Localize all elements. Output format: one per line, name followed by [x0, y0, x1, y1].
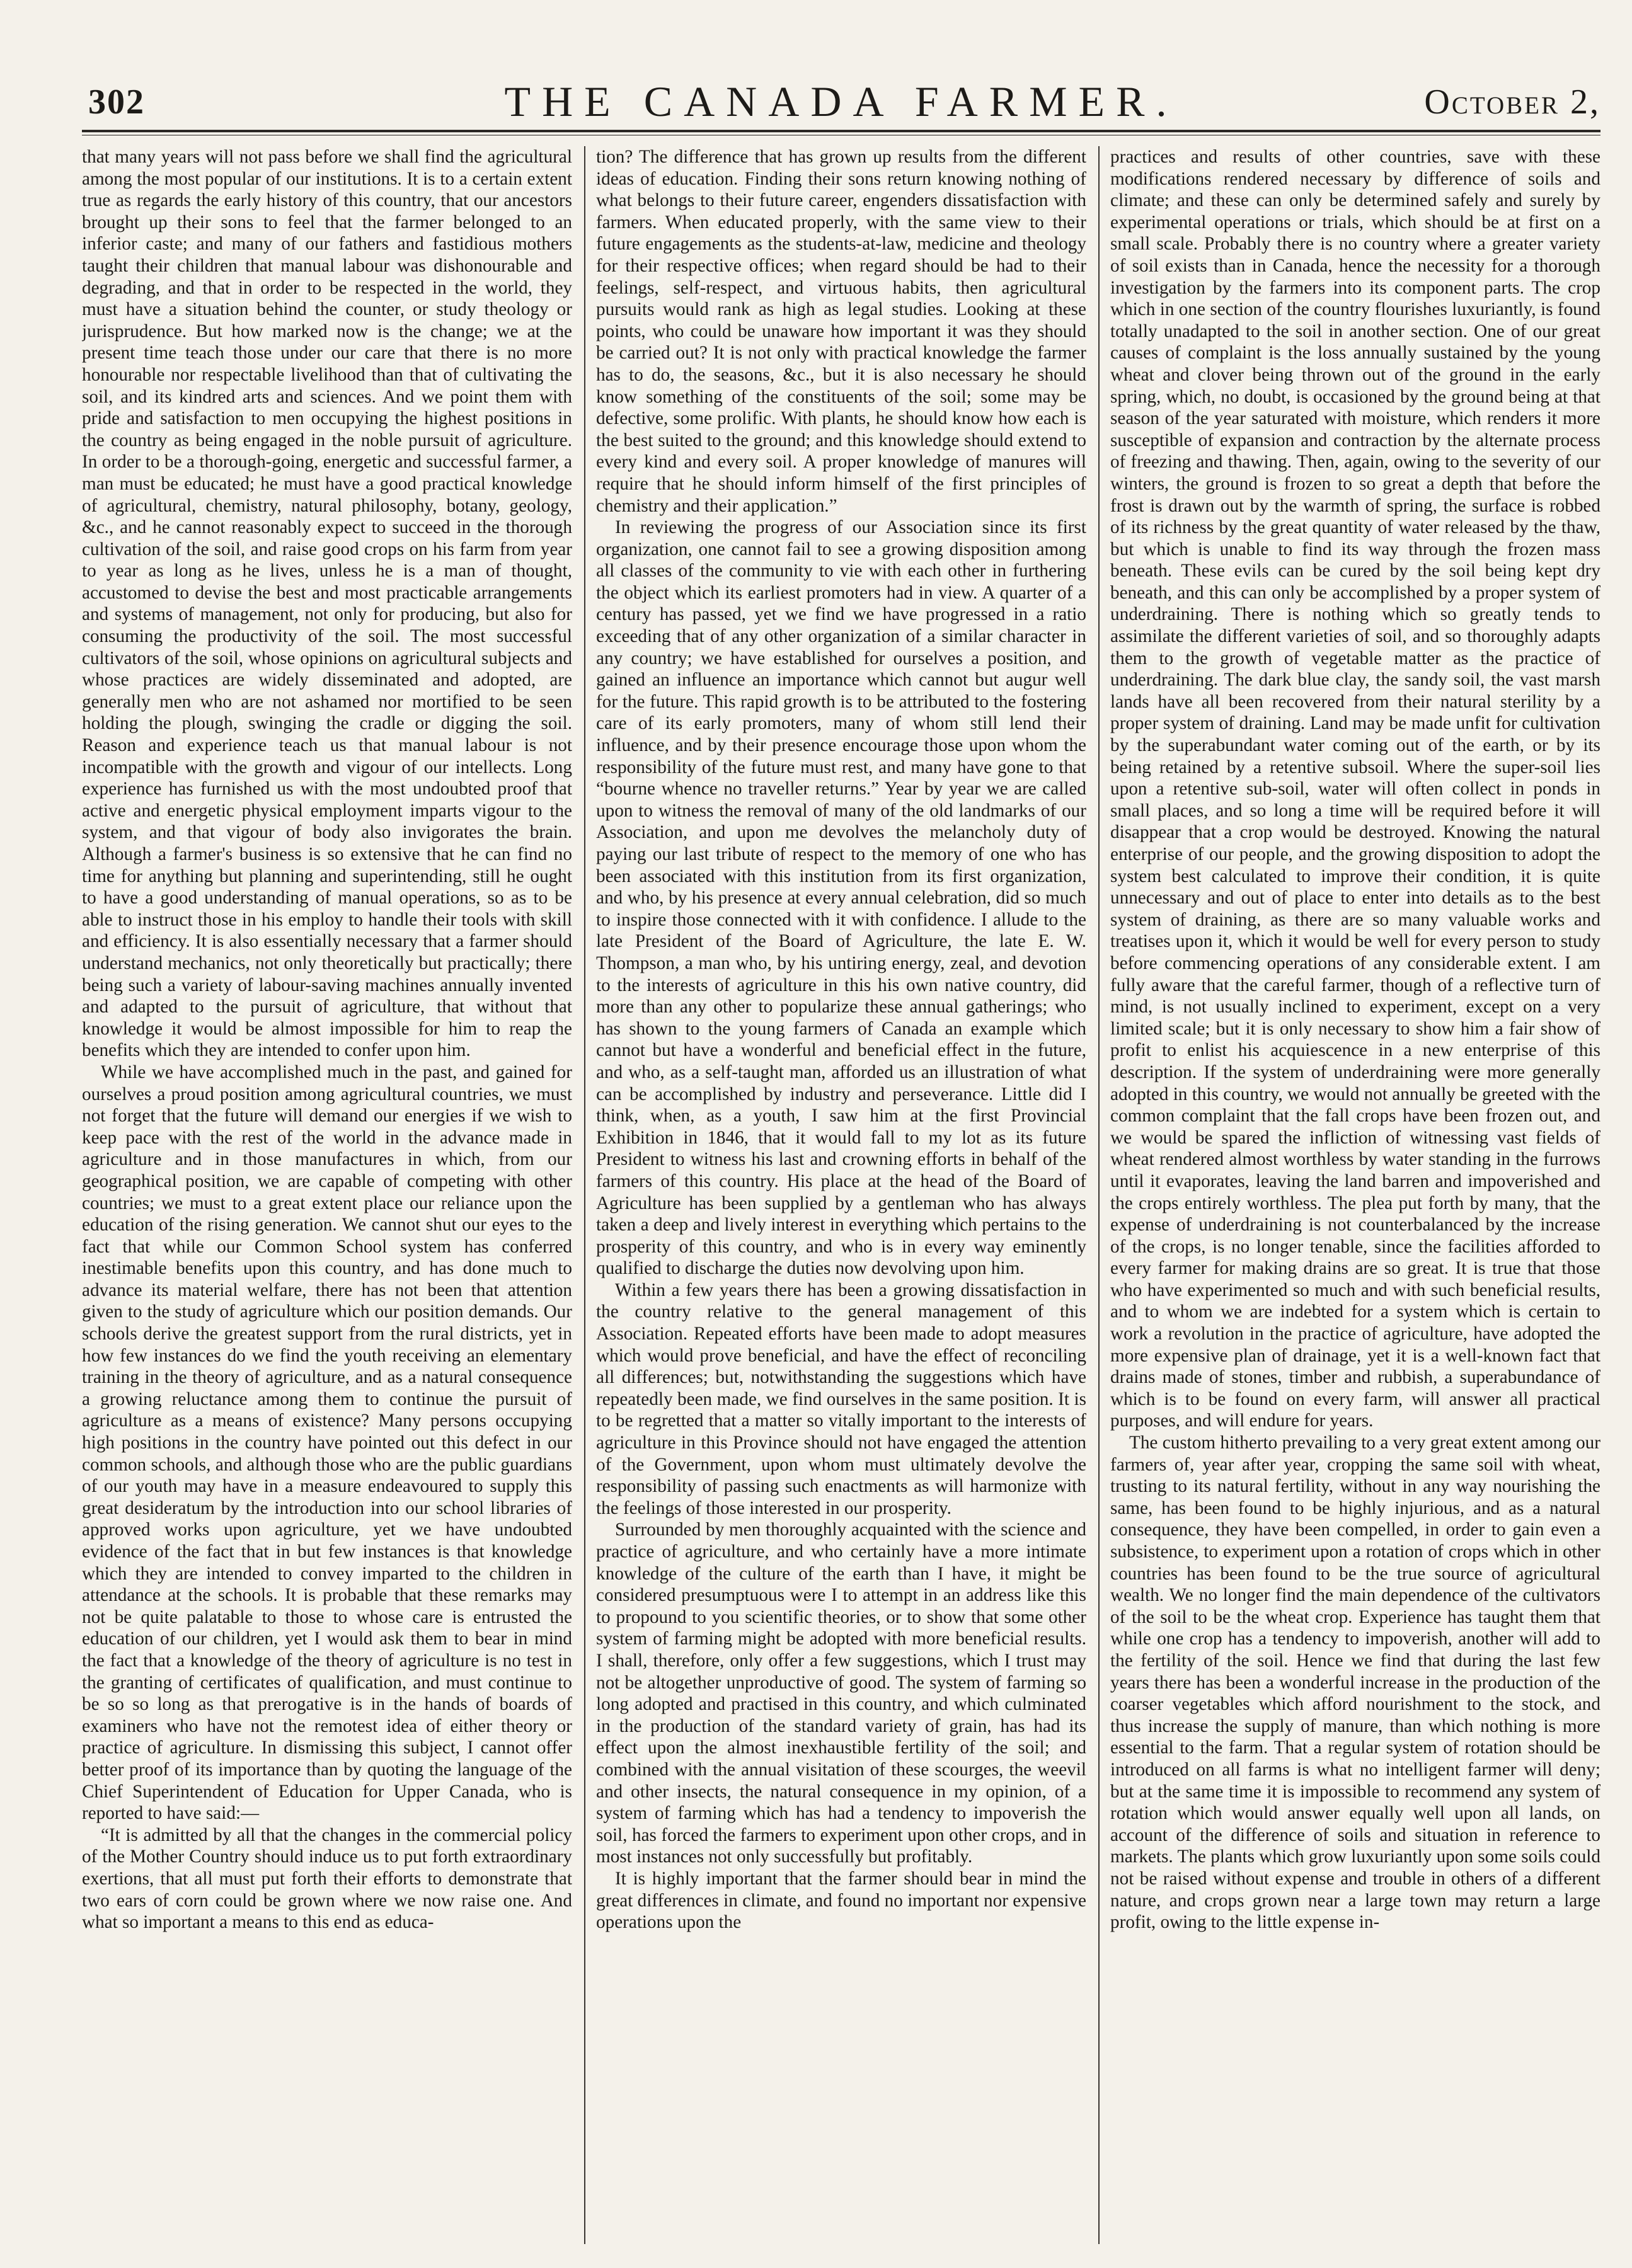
- paragraph: Within a few years there has been a growing dissatisfaction in the country relative to the general management of this Association. Repeated efforts have been made to adopt measures which would prove beneficial, and have the effect of reconciling all differences; but, notwithstanding the suggestions which have repeatedly been made, we find ourselves in the same position. It is to be regretted that a matter so vitally important to the interests of agriculture in this Province should not have engaged the attention of the Government, upon whom must ultimately devolve the responsibility of passing such enactments as will harmonize with the feelings of those interested in our prosperity.: [596, 1280, 1086, 1518]
- issue-date: October 2,: [1424, 83, 1600, 122]
- paragraph: tion? The difference that has grown up results from the different ideas of education. Finding their sons return knowing nothing of what belongs to their future career, engenders dissatisfaction with farmers. When educated properly, with the same view to their future engagements as the students-at-law, medicine and theology for their respective offices; when regard should be had to their feelings, self-respect, and virtuous habits, then agricultural pursuits would rank as high as legal studies. Looking at these points, who could be unaware how important it was they should be carried out? It is not only with practical knowledge the farmer has to do, the seasons, &c., but it is also necessary he should know something of the constituents of the soil; some may be defective, some prolific. With plants, he should know how each is the best suited to the ground; and this knowledge should extend to every kind and every soil. A proper knowledge of manures will require that he should inform himself of the first principles of chemistry and their application.”: [596, 147, 1086, 516]
- paragraph: The custom hitherto prevailing to a very great extent among our farmers of, year after year, cropping the same soil with wheat, trusting to its natural fertility, without in any way nourishing the same, has been found to be highly injurious, and as a natural consequence, they have been compelled, in order to gain even a subsistence, to experiment upon a rotation of crops which in other countries has been found to be the true source of agricultural wealth. We no longer find the main dependence of the cultivators of the soil to be the wheat crop. Experience has taught them that while one crop has a tendency to impoverish, another will add to the fertility of the soil. Hence we find that during the last few years there has been a wonderful increase in the production of the coarser vegetables which afford nourishment to the stock, and thus increase the supply of manure, than which nothing is more essential to the farm. That a regular system of rotation should be introduced on all farms is what no intelligent farmer will deny; but at the same time it is impossible to recommend any system of rotation which would answer equally well upon all lands, on account of the difference of soils and situation in reference to markets. The plants which grow luxuriantly upon some soils could not be raised without expense and trouble in others of a different nature, and crops grown near a large town may return a large profit, owing to the little expense in-: [1110, 1433, 1600, 1933]
- column-divider: [584, 146, 585, 2244]
- paragraph: Surrounded by men thoroughly acquainted with the science and practice of agriculture, and who certainly have a more intimate knowledge of the culture of the earth than I have, it might be considered presumptuous were I to attempt in an address like this to propound to you scientific theories, or to show that some other system of farming might be adopted with more beneficial results. I shall, therefore, only offer a few suggestions, which I trust may not be altogether unproductive of good. The system of farming so long adopted and practised in this country, and which culminated in the production of the standard variety of grain, has had its effect upon the almost inexhaustible fertility of the soil; and combined with the annual visitation of these scourges, the weevil and other insects, the natural consequence in my opinion, of a system of farming which has had a tendency to impoverish the soil, has forced the farmers to experiment upon other crops, and in most instances not only successfully but profitably.: [596, 1520, 1086, 1867]
- column-divider: [1098, 146, 1100, 2244]
- page-header: [82, 58, 1600, 127]
- article-columns: [82, 146, 1600, 2250]
- column-1: [82, 146, 572, 2244]
- paragraph: In reviewing the progress of our Association since its first organization, one cannot fail to see a growing disposition among all classes of the community to vie with each other in furthering the object which its earliest promoters had in view. A quarter of a century has passed, yet we find we have progressed in a ratio exceeding that of any other organization of a similar character in any country; we have established for ourselves a position, and gained an influence an importance which cannot but augur well for the future. This rapid growth is to be attributed to the fostering care of its early promoters, many of whom still lend their influence, and by their presence encourage those upon whom the responsibility of the future must rest, and many have gone to that “bourne whence no traveller returns.” Year by year we are called upon to witness the removal of many of the old landmarks of our Association, and upon me devolves the melancholy duty of paying our last tribute of respect to the memory of one who has been associated with this institution from its first organization, and who, by his presence at every annual celebration, did so much to inspire those connected with it with confidence. I allude to the late President of the Board of Agriculture, the late E. W. Thompson, a man who, by his untiring energy, zeal, and devotion to the interests of agriculture in this his own native country, did more than any other to popularize these annual gatherings; who has shown to the young farmers of Canada an example which cannot but have a wonderful and beneficial effect in the future, and who, as a self-taught man, afforded us an illustration of what can be accomplished by industry and perseverance. Little did I think, when, as a youth, I saw him at the first Provincial Exhibition in 1846, that it would fall to my lot as its future President to witness his last and crowning efforts in behalf of the farmers of this country. His place at the head of the Board of Agriculture has been supplied by a gentleman who has always taken a deep and lively interest in everything which pertains to the prosperity of this country, and who is in every way eminently qualified to discharge the duties now devolving upon him.: [596, 517, 1086, 1279]
- page-number: 302: [88, 83, 145, 122]
- column-2: [596, 146, 1086, 2244]
- paragraph: that many years will not pass before we shall find the agricultural among the most popular of our institutions. It is to a certain extent true as regards the early history of this country, that our ancestors brought up their sons to feel that the farmer belonged to an inferior caste; and many of our fathers and fastidious mothers taught their children that manual labour was dishonourable and degrading, and that in order to be respected in the world, they must have a situation behind the counter, or study theology or jurisprudence. But how marked now is the change; we at the present time teach those under our care that there is no more honourable nor respectable livelihood than that of cultivating the soil, and its kindred arts and sciences. And we point them with pride and satisfaction to men occupying the highest positions in the country as being engaged in the noble pursuit of agriculture. In order to be a thorough-going, energetic and successful farmer, a man must be educated; he must have a good practical knowledge of agricultural, chemistry, natural philosophy, botany, geology, &c., and he cannot reasonably expect to succeed in the thorough cultivation of the soil, and raise good crops on his farm from year to year as long as he lives, unless he is a man of thought, accustomed to devise the best and most practicable arrangements and systems of management, not only for producing, but also for consuming the productivity of the soil. The most successful cultivators of the soil, whose opinions on agricultural subjects and whose practices are widely disseminated and adopted, are generally men who are not ashamed nor mortified to be seen holding the plough, swinging the cradle or digging the soil. Reason and experience teach us that manual labour is not incompatible with the growth and vigour of our intellects. Long experience has furnished us with the most undoubted proof that active and energetic physical employment imparts vigour to the system, and that vigour of body also invigorates the brain. Although a farmer's business is so extensive that he can find no time for anything but planning and superintending, still he ought to have a good understanding of manual operations, so as to be able to instruct those in his employ to handle their tools with skill and efficiency. It is also essentially necessary that a farmer should understand mechanics, not only theoretically but practically; there being such a variety of labour-saving machines annually invented and adapted to the pursuit of agriculture, that without that knowledge it would be almost impossible for him to reap the benefits which they are intended to confer upon him.: [82, 147, 572, 1061]
- paragraph: While we have accomplished much in the past, and gained for ourselves a proud position among agricultural countries, we must not forget that the future will demand our energies if we wish to keep pace with the rest of the world in the advance made in agriculture and in those manufactures in which, from our geographical position, we are capable of competing with other countries; we must to a great extent place our reliance upon the education of the rising generation. We cannot shut our eyes to the fact that while our Common School system has conferred inestimable benefits upon this country, and has done much to advance its material welfare, there has not been that attention given to the study of agriculture which our position demands. Our schools derive the greatest support from the rural districts, yet in how few instances do we find the youth receiving an elementary training in the theory of agriculture, and as a natural consequence a growing reluctance among them to continue the pursuit of agriculture as a means of existence? Many persons occupying high positions in the country have pointed out this defect in our common schools, and although those who are the public guardians of our youth may have in a measure endeavoured to supply this great desideratum by the introduction into our school libraries of approved works upon agriculture, yet we have undoubted evidence of the fact that in but few instances is that knowledge which they are intended to convey imparted to the children in attendance at the schools. It is probable that these remarks may not be quite palatable to those to whose care is entrusted the education of our children, yet I would ask them to bear in mind the fact that a knowledge of the theory of agriculture is no test in the granting of certificates of qualification, and must continue to be so so long as that prerogative is in the hands of boards of examiners who have not the remotest idea of either theory or practice of agriculture. In dismissing this subject, I cannot offer better proof of its importance than by quoting the language of the Chief Superintendent of Education for Upper Canada, who is reported to have said:—: [82, 1062, 572, 1824]
- masthead-title: THE CANADA FARMER.: [504, 77, 1178, 125]
- column-3: [1110, 146, 1600, 2244]
- header-rule: [82, 130, 1600, 132]
- paragraph: practices and results of other countries, save with these modifications rendered necessary by difference of soils and climate; and these can only be determined safely and surely by experimental operations or trials, which should be at first on a small scale. Probably there is no country where a greater variety of soil exists than in Canada, hence the necessity for a thorough investigation by the farmers into its component parts. The crop which in one section of the country flourishes luxuriantly, is found totally unadapted to the soil in another section. One of our great causes of complaint is the loss annually sustained by the young wheat and clover being thrown out of the ground in the early spring, which, no doubt, is occasioned by the ground being at that season of the year saturated with moisture, which renders it more susceptible of expansion and contraction by the alternate process of freezing and thawing. Then, again, owing to the severity of our winters, the ground is frozen to so great a depth that before the frost is drawn out by the warmth of spring, the surface is robbed of its richness by the great quantity of water released by the thaw, but which is unable to find its way through the frozen mass beneath. These evils can be cured by the soil being kept dry beneath, and this can only be accomplished by a proper system of underdraining. There is nothing which so greatly tends to assimilate the different varieties of soil, and so thoroughly adapts them to the growth of vegetable matter as the practice of underdraining. The dark blue clay, the sandy soil, the vast marsh lands have all been recovered from their natural sterility by a proper system of draining. Land may be made unfit for cultivation by the superabundant water coming out of the earth, or by its being retained by a retentive subsoil. Where the super-soil lies upon a retentive sub-soil, water will often collect in ponds in small places, and so long a time will be required before it will disappear that a crop would be destroyed. Knowing the natural enterprise of our people, and the growing disposition to adopt the system best calculated to improve their condition, it is quite unnecessary and out of place to enter into details as to the best system of draining, as there are so many valuable works and treatises upon it, which it would be well for every person to study before commencing operations of any considerable extent. I am fully aware that the careful farmer, though of a reflective turn of mind, is not usually inclined to experiment, except on a very limited scale; but it is only necessary to show him a fair show of profit to enlist his acquiescence in a new enterprise of this description. If the system of underdraining were more generally adopted in this country, we would not annually be greeted with the common complaint that the fall crops have been frozen out, and we would be spared the infliction of witnessing vast fields of wheat rendered almost worthless by water standing in the furrows until it evaporates, leaving the land barren and impoverished and the crops entirely worthless. The plea put forth by many, that the expense of underdraining is not counterbalanced by the increase of the crops, is no longer tenable, since the facilities afforded to every farmer for making drains are so great. It is true that those who have experimented so much and with such beneficial results, and to whom we are indebted for a system which is certain to work a revolution in the practice of agriculture, have adopted the more expensive plan of drainage, yet it is a well-known fact that drains made of stones, timber and rubbish, a superabundance of which is to be found on every farm, will answer all practical purposes, and will endure for years.: [1110, 147, 1600, 1431]
- paragraph: It is highly important that the farmer should bear in mind the great differences in climate, and found no important nor expensive operations upon the: [596, 1868, 1086, 1933]
- paragraph: “It is admitted by all that the changes in the commercial policy of the Mother Country should induce us to put forth extraordinary exertions, that all must put forth their efforts to demonstrate that two ears of corn could be grown where we now raise one. And what so important a means to this end as educa-: [82, 1824, 572, 1933]
